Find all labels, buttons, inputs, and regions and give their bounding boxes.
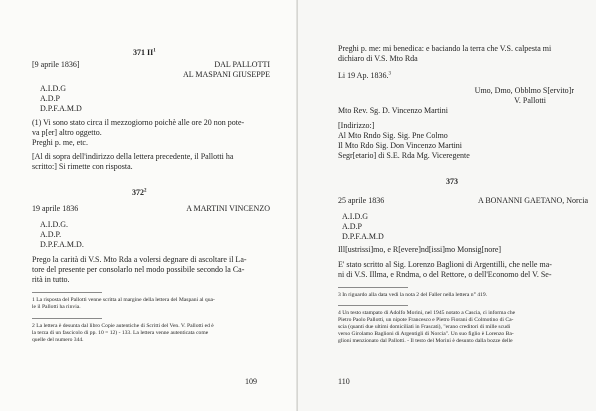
footnote-divider (338, 305, 408, 306)
address-line-3: Il Mto Rdo Sig. Don Vincenzo Martini (338, 141, 463, 150)
letter-371-from: DAL PALLOTTI (214, 60, 270, 69)
footnote-divider (32, 292, 102, 293)
place-date: Li 19 Ap. 1836.$^3$ (338, 71, 391, 80)
signature-line-1: Umo, Dmo, Obblmo S[ervito]r (474, 86, 574, 95)
footnote-divider (32, 318, 102, 319)
letter-373-date: 25 aprile 1836 (338, 196, 385, 205)
letter-371-aidg-1: A.I.D.G (40, 84, 66, 93)
letter-372-aidg-1: A.I.D.G. (40, 220, 68, 229)
letter-373-aidg-3: D.P.F.A.M.D (342, 232, 384, 241)
letter-372-number: $372^2$ (132, 188, 147, 197)
letter-371-body-2: va p[er] altro oggetto. (32, 128, 102, 137)
letter-371-date: [9 aprile 1836] (32, 60, 80, 69)
letter-373-aidg-1: A.I.D.G (342, 212, 368, 221)
letter-371-number: 371 $II^1$ (133, 48, 156, 57)
address-line-4: Segr[etario] di S.E. Rda Mg. Viceregente (338, 151, 470, 160)
footnote-divider (338, 287, 408, 288)
footnote-4-line-3: scia (quanti due ultimi domiciliati in Frascati), "erano creditori di mille scudi (338, 324, 511, 330)
letter-371-postscript-1: [Al di sopra dell'indirizzo della lettera precedente, il Pallotti ha (32, 152, 234, 161)
letter-371-postscript-2: scritto:] Si rimette con risposta. (32, 162, 133, 171)
continuation-line-1: Preghi p. me: mi benedica: e baciando la terra che V.S. calpesta mi (338, 44, 552, 53)
letter-372-date: 19 aprile 1836 (32, 204, 79, 213)
footnote-4-line-5: glioni menzionato dal Pallotti. - Il testo del Morini è desunto dalla bozze delle (338, 338, 513, 344)
letter-373-aidg-2: A.D.P (342, 222, 363, 231)
footnote-2-line-3: quelle del numero 344. (32, 337, 84, 343)
footnote-1-line-1: 1 La risposta del Pallotti venne scritta al margine della lettera del Maspani al qua- (32, 297, 215, 303)
letter-371-body-1: (1) Vi sono stato circa il mezzogiorno poichè alle ore 20 non pote- (32, 118, 245, 127)
address-line-2: Al Mto Rndo Sig. Sig. Pne Colmo (338, 131, 448, 140)
footnote-1-line-2: le il Pallotti ha rinvia. (32, 304, 81, 310)
letter-372-body-3: rità in tutto. (32, 275, 70, 284)
footnote-4-line-4: verso Girolamo Baglioni di Argentigli di Norcia". Un suo figlio è Lorenzo Ba- (338, 331, 514, 337)
letter-372-body-2: tore del presente per consolarlo nel modo possibile secondo la Ca- (32, 265, 245, 274)
signature-line-2: V. Pallotti (514, 96, 546, 105)
letter-372-aidg-2: A.D.P. (40, 230, 62, 239)
letter-373-salutation: Ill[ustrissi]mo, e R[evere]nd[issi]mo Monsig[nore] (338, 245, 502, 254)
footnote-2-line-1: 2 La lettera è desunta dal libro Copie autentiche di Scritti del Ven. V. Pallotti ed è (32, 323, 214, 329)
page-number: 110 (338, 377, 350, 386)
letter-371-to: AL MASPANI GIUSEPPE (183, 70, 270, 79)
page-number: 109 (245, 377, 257, 386)
letter-371-body-3: Preghi p. me, etc. (32, 138, 88, 147)
letter-371-aidg-2: A.D.P (40, 94, 61, 103)
letter-373-body-2: ni di V.S. Illma, e Rndma, o del Rettore, o dell'Economo del V. Se- (338, 270, 552, 279)
letter-371-aidg-3: D.P.F.A.M.D (40, 104, 82, 113)
letter-372-body-1: Prego la carità di V.S. Mto Rda a volersi degnare di ascoltare il La- (32, 255, 247, 264)
letter-373-number: 373 (446, 177, 458, 186)
letter-372-aidg-3: D.P.F.A.M.D. (40, 240, 84, 249)
letter-372-recipient: A MARTINI VINCENZO (186, 204, 270, 213)
letter-373-recipient: A BONANNI GAETANO, Norcia (477, 196, 588, 205)
right-page (298, 0, 596, 411)
continuation-line-2: dichiaro di V.S. Mto Rda (338, 54, 418, 63)
recipient-line: Mto Rev. Sg. D. Vincenzo Martini (338, 106, 448, 115)
address-line-1: [Indirizzo:] (338, 121, 375, 130)
footnote-4-line-2: Pietro Paolo Pallotti, un nipote Francesco e Pietro Fiorani di Colmotino di Ca- (338, 317, 514, 323)
letter-373-body-1: E' stato scritto al Sig. Lorenzo Baglioni di Argentilli, che nelle ma- (338, 260, 552, 269)
footnote-2-line-2: la terza di un fascicolo di pp. 10 = 12) - 133. La lettera venne autenticata come (32, 330, 209, 336)
footnote-4-line-1: 4 Un testo stampato di Adolfo Morini, nel 1945 notato a Cascia, ci informa che (338, 310, 516, 316)
footnote-3-line-1: 3 In riguardo alla data vedi la nota 2 del Faller nella lettera n° 419. (338, 292, 488, 298)
